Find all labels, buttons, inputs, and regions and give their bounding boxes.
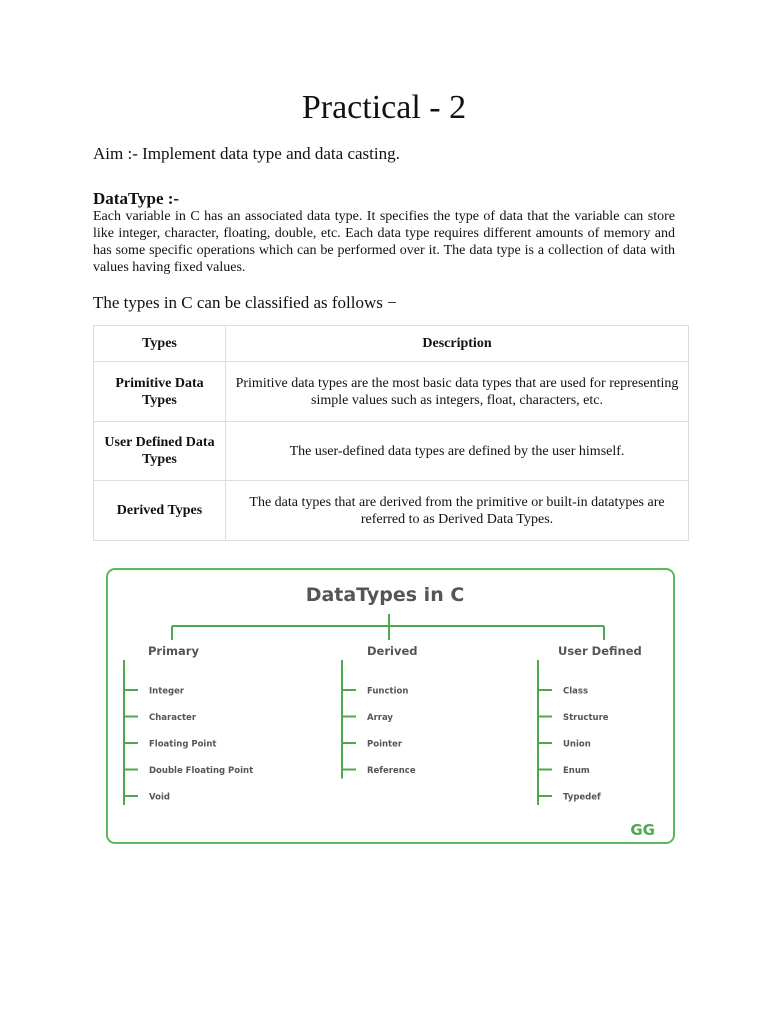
type-cell: Derived Types — [94, 481, 226, 541]
diagram-category-label: Primary — [148, 644, 199, 658]
diagram-item-label: Void — [149, 792, 170, 803]
datatypes-diagram — [105, 567, 677, 847]
diagram-category-label: Derived — [367, 644, 418, 658]
description-cell: The data types that are derived from the primitive or built-in datatypes are referred to as Derived Data Types. — [226, 481, 689, 541]
aim-statement: Aim :- Implement data type and data casting. — [93, 144, 400, 163]
table-row — [94, 362, 689, 422]
diagram-title: DataTypes in C — [305, 584, 465, 606]
logo-icon — [630, 821, 655, 839]
diagram-item-label: Typedef — [563, 792, 601, 803]
diagram-item-label: Character — [149, 713, 197, 723]
diagram-item-label: Integer — [149, 686, 185, 697]
table-header-row — [94, 326, 689, 362]
type-cell: Primitive Data Types — [94, 362, 226, 422]
type-cell: User Defined Data Types — [94, 422, 226, 481]
logo-text: GG — [630, 821, 655, 839]
datatype-paragraph: Each variable in C has an associated data type. It specifies the type of data that the variable can store like integer, character, floating, double, etc. Each data type requires different amounts of memory and has some specific operations which can be performed over it. The data type is a collection of data with values having fixed values. — [93, 209, 675, 275]
section-heading: DataType :- — [93, 189, 180, 208]
diagram-item-label: Floating Point — [149, 739, 217, 750]
types-table — [93, 325, 689, 541]
types-intro: The types in C can be classified as follows − — [93, 293, 397, 312]
description-cell: Primitive data types are the most basic data types that are used for representing simple values such as integers, float, characters, etc. — [226, 362, 689, 422]
diagram-item-label: Enum — [563, 766, 590, 776]
table-header-types: Types — [94, 326, 226, 362]
diagram-item-label: Double Floating Point — [149, 766, 254, 776]
diagram-item-label: Union — [563, 739, 591, 750]
table-row — [94, 422, 689, 481]
diagram-item-label: Pointer — [367, 739, 403, 750]
diagram-item-label: Reference — [367, 766, 416, 776]
diagram-item-label: Class — [563, 686, 589, 697]
description-cell: The user-defined data types are defined by the user himself. — [226, 422, 689, 481]
table-header-description: Description — [226, 326, 689, 362]
diagram-category-label: User Defined — [558, 644, 642, 658]
page-title: Practical - 2 — [301, 89, 467, 126]
diagram-item-label: Array — [367, 713, 393, 723]
table-row — [94, 481, 689, 541]
diagram-item-label: Function — [367, 686, 409, 697]
diagram-item-label: Structure — [563, 713, 609, 723]
